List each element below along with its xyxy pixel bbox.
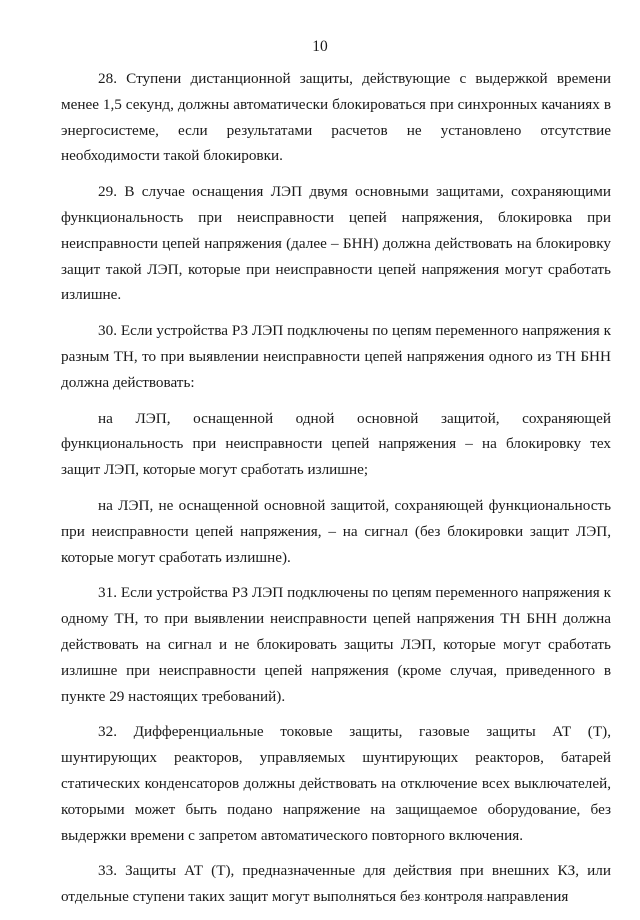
paragraph-29: 29. В случае оснащения ЛЭП двумя основными защитами, сохраняющими функциональность при неисправности цепей напряжения, блокировка при неисправности цепей напряжения (далее – БНН) должна действовать на блокировку защит такой ЛЭП, которые при неисправности цепей напряжения могут сработать излишне.: [61, 183, 611, 304]
document-body: [61, 66, 611, 920]
paragraph-30-item-1: на ЛЭП, оснащенной одной основной защитой, сохраняющей функциональность при неисправности цепей напряжения – на блокировку тех защит ЛЭП, которые могут сработать излишне;: [61, 409, 611, 479]
page-number: 10: [312, 38, 328, 55]
bottom-scan-rule: [400, 899, 530, 900]
paragraph-32: 32. Дифференциальные токовые защиты, газовые защиты АТ (Т), шунтирующих реакторов, управляемых шунтирующих реакторов, батарей статических конденсаторов должны действовать на отключение всех выключателей, которыми может быть подано напряжение на защищаемое оборудование, без выдержки времени с запретом автоматического повторного включения.: [61, 723, 611, 844]
paragraph-30: 30. Если устройства РЗ ЛЭП подключены по цепям переменного напряжения к разным ТН, то при выявлении неисправности цепей напряжения одного из ТН БНН должна действовать:: [61, 322, 611, 391]
paragraph-31: 31. Если устройства РЗ ЛЭП подключены по цепям переменного напряжения к одному ТН, то при выявлении неисправности цепей напряжения ТН БНН должна действовать на сигнал и не блокировать защиты ЛЭП, которые могут сработать излишне при неисправности цепей напряжения (кроме случая, приведенного в пункте 29 настоящих требований).: [61, 584, 611, 705]
paragraph-28: 28. Ступени дистанционной защиты, действующие с выдержкой времени менее 1,5 секунд, должны автоматически блокироваться при синхронных качаниях в энергосистеме, если результатами расчетов не установлено отсутствие необходимости такой блокировки.: [61, 70, 611, 165]
paragraph-30-item-2: на ЛЭП, не оснащенной основной защитой, сохраняющей функциональность при неисправности цепей напряжения, – на сигнал (без блокировки защит ЛЭП, которые могут сработать излишне).: [61, 496, 611, 566]
paragraph-33: 33. Защиты АТ (Т), предназначенные для действия при внешних КЗ, или отдельные ступени таких защит могут выполняться без контроля направления: [61, 862, 611, 906]
